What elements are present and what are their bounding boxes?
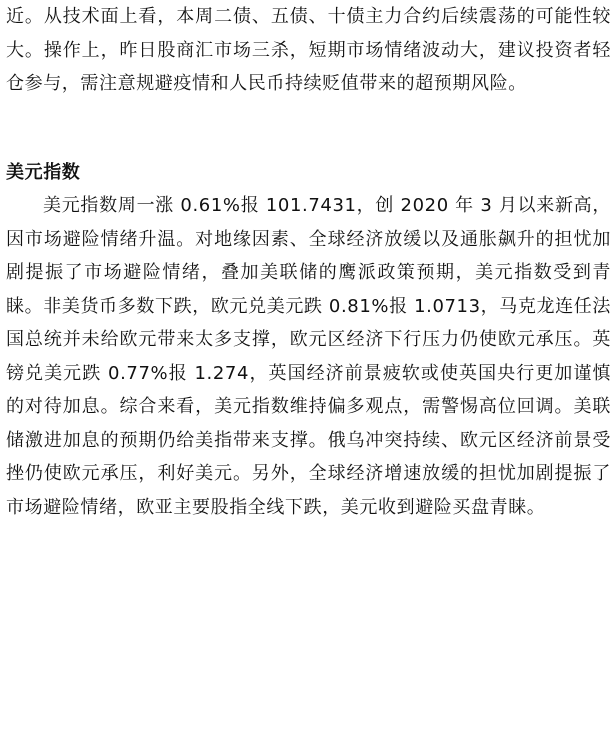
intro-paragraph: 近。从技术面上看，本周二债、五债、十债主力合约后续震荡的可能性较大。操作上，昨日股商汇市场三杀，短期市场情绪波动大，建议投资者轻仓参与，需注意规避疫情和人民币持续贬值带来的超预期风险。: [6, 6, 611, 94]
section-heading-usd-index: 美元指数: [6, 161, 81, 183]
usd-index-paragraph: 美元指数周一涨 0.61%报 101.7431，创 2020 年 3 月以来新高，因市场避险情绪升温。对地缘因素、全球经济放缓以及通胀飙升的担忧加剧提振了市场避险情绪，叠加美联储的鹰派政策预期，美元指数受到青睐。非美货币多数下跌，欧元兑美元跌 0.81%报 1.0713，马克龙连任法国总统并未给欧元带来太多支撑，欧元区经济下行压力仍使欧元承压。英镑兑美元跌 0.77%报 1.274，英国经济前景疲软或使英国央行更加谨慎的对待加息。综合来看，美元指数维持偏多观点，需警惕高位回调。美联储激进加息的预期仍给美指带来支撑。俄乌冲突持续、欧元区经济前景受挫仍使欧元承压，利好美元。另外，全球经济增速放缓的担忧加剧提振了市场避险情绪，欧亚主要股指全线下跌，美元收到避险买盘青睐。: [6, 195, 611, 518]
